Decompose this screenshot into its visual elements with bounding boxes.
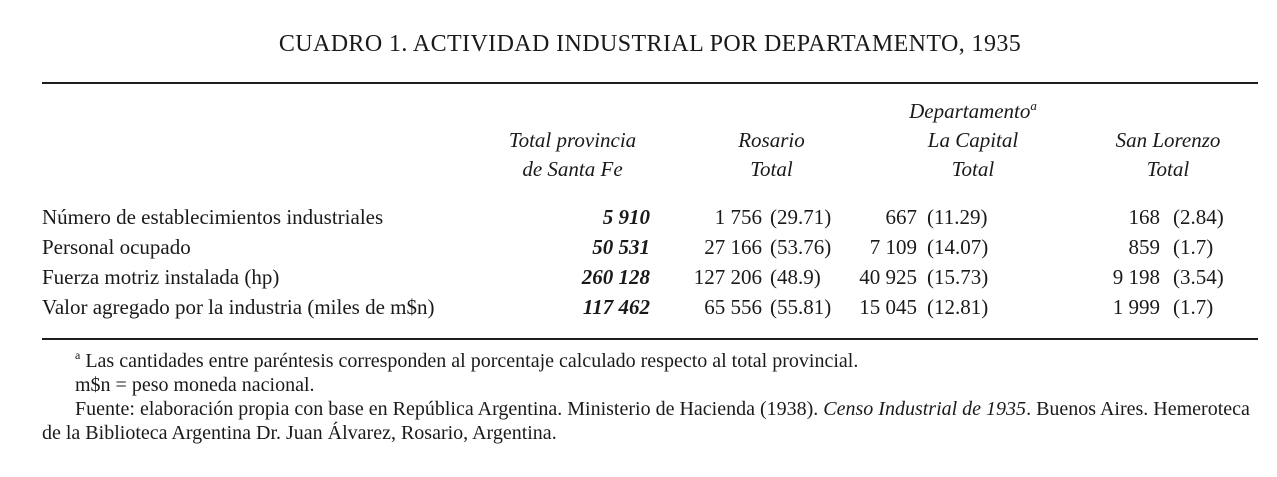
source-text-suffix: . Buenos Aires. Hemeroteca de la Biblioteca Argentina Dr. Juan Álvarez, Rosario, Argentina.	[42, 398, 1250, 444]
row-label: Personal ocupado	[42, 235, 191, 259]
pct-san-lorenzo: (2.84)	[1173, 205, 1224, 229]
value-san-lorenzo: 9 198	[1112, 265, 1160, 289]
footnote-currency: m$n = peso moneda nacional.	[75, 374, 315, 396]
pct-san-lorenzo: (3.54)	[1173, 265, 1224, 289]
pct-la-capital: (15.73)	[927, 265, 989, 289]
pct-la-capital: (11.29)	[927, 205, 988, 229]
table-row	[42, 262, 1258, 292]
value-santa-fe: 50 531	[592, 235, 650, 259]
value-santa-fe: 260 128	[581, 265, 650, 289]
pct-la-capital: (12.81)	[927, 295, 989, 319]
table-row	[42, 232, 1258, 262]
value-rosario: 1 756	[714, 205, 762, 229]
pct-rosario: (55.81)	[770, 295, 832, 319]
pct-rosario: (29.71)	[770, 205, 832, 229]
paper-table-figure	[42, 0, 1258, 445]
value-santa-fe: 5 910	[602, 205, 650, 229]
source-note	[42, 397, 1258, 445]
column-header-line: Total	[1146, 157, 1190, 181]
pct-la-capital: (14.07)	[927, 235, 989, 259]
table-body	[42, 202, 1258, 322]
table-header-row	[42, 84, 1258, 202]
group-header-text: Departamento	[909, 99, 1031, 123]
source-title: Censo Industrial de 1935	[823, 398, 1027, 420]
row-label: Número de establecimientos industriales	[42, 205, 384, 229]
value-rosario: 127 206	[693, 265, 762, 289]
footnote-a-text: Las cantidades entre paréntesis corresponden al porcentaje calculado respecto al total provincial.	[85, 350, 859, 372]
column-header-line: Total	[951, 157, 995, 181]
row-label: Valor agregado por la industria (miles de m$n)	[42, 295, 435, 319]
value-la-capital: 7 109	[869, 235, 917, 259]
table-title: CUADRO 1. ACTIVIDAD INDUSTRIAL POR DEPARTAMENTO, 1935	[278, 31, 1022, 57]
column-header-line: San Lorenzo	[1115, 128, 1221, 152]
table-row	[42, 292, 1258, 322]
value-la-capital: 15 045	[859, 295, 917, 319]
pct-san-lorenzo: (1.7)	[1173, 295, 1214, 319]
pct-rosario: (53.76)	[770, 235, 832, 259]
column-header-santa-fe	[470, 126, 675, 184]
value-la-capital: 40 925	[859, 265, 917, 289]
column-header-line: de Santa Fe	[522, 157, 623, 181]
column-header-rosario	[679, 126, 864, 184]
value-rosario: 27 166	[704, 235, 762, 259]
table-row	[42, 202, 1258, 232]
pct-rosario: (48.9)	[770, 265, 821, 289]
pct-san-lorenzo: (1.7)	[1173, 235, 1214, 259]
value-rosario: 65 556	[704, 295, 762, 319]
footnote-a	[42, 349, 1258, 373]
column-group-header	[894, 97, 1052, 126]
column-header-line: La Capital	[927, 128, 1019, 152]
value-san-lorenzo: 168	[1128, 205, 1160, 229]
footnote-a-marker: a	[75, 348, 81, 363]
footnotes	[42, 340, 1258, 445]
value-san-lorenzo: 859	[1128, 235, 1160, 259]
column-header-line: Rosario	[738, 128, 805, 152]
column-header-line: Total provincia	[508, 128, 637, 152]
column-header-line: Total	[750, 157, 793, 181]
value-santa-fe: 117 462	[582, 295, 650, 319]
value-la-capital: 667	[885, 205, 917, 229]
source-text: Fuente: elaboración propia con base en República Argentina. Ministerio de Hacienda (1938).	[75, 398, 824, 420]
footnote-marker-a: a	[1030, 98, 1037, 113]
row-label: Fuerza motriz instalada (hp)	[42, 265, 280, 289]
column-header-san-lorenzo	[1044, 126, 1277, 184]
column-header-la-capital	[894, 97, 1052, 184]
value-san-lorenzo: 1 999	[1112, 295, 1160, 319]
